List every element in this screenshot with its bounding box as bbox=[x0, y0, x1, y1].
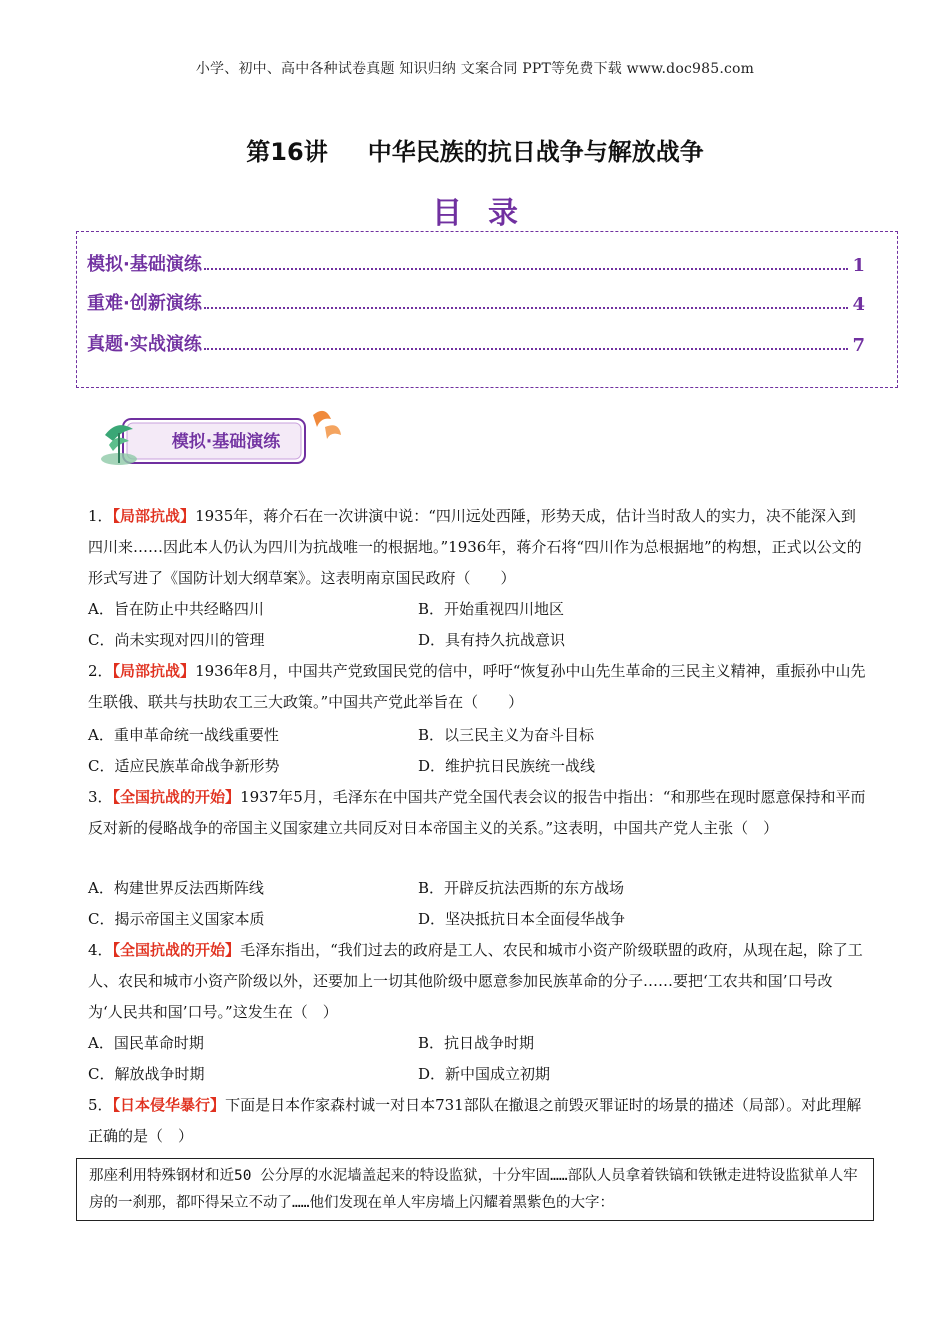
question-3 bbox=[88, 782, 866, 844]
question-tag: 【全国抗战的开始】 bbox=[112, 788, 241, 806]
question-number: 2． bbox=[88, 662, 113, 680]
site-header: 小学、初中、高中各种试卷真题 知识归纳 文案合同 PPT等免费下载 www.doc985.com bbox=[195, 61, 755, 77]
option-b[interactable]: B．以三民主义为奋斗目标 bbox=[418, 726, 595, 744]
option-c[interactable]: C．揭示帝国主义国家本质 bbox=[88, 910, 265, 928]
toc-item[interactable] bbox=[87, 289, 865, 315]
question-number: 1． bbox=[88, 507, 113, 525]
option-b[interactable]: B．开辟反抗法西斯的东方战场 bbox=[418, 879, 625, 897]
option-c[interactable]: C．适应民族革命战争新形势 bbox=[88, 757, 280, 775]
question-tag: 【全国抗战的开始】 bbox=[112, 941, 241, 959]
toc-item-label: 重难·创新演练 bbox=[87, 293, 202, 314]
option-a[interactable]: A．构建世界反法西斯阵线 bbox=[88, 879, 264, 897]
table-of-contents bbox=[76, 231, 898, 388]
question-stem: 毛泽东指出，“我们过去的政府是工人、农民和城市小资产阶级联盟的政府，从现在起，除了工人、农民和城市小资产阶级以外，还要加上一切其他阶级中愿意参加民族革命的分子……要把‘工农共和国’口号改为‘人民共和国’口号。”这发生在（ ） bbox=[88, 941, 863, 1021]
option-d[interactable]: D．坚决抵抗日本全面侵华战争 bbox=[418, 910, 626, 928]
question-tag: 【局部抗战】 bbox=[112, 507, 196, 525]
question-tag: 【局部抗战】 bbox=[112, 662, 196, 680]
question-tag: 【日本侵华暴行】 bbox=[112, 1096, 226, 1114]
option-c[interactable]: C．解放战争时期 bbox=[88, 1065, 205, 1083]
question-number: 3． bbox=[88, 788, 113, 806]
option-b[interactable]: B．开始重视四川地区 bbox=[418, 600, 565, 618]
question-stem: 下面是日本作家森村诚一对日本731部队在撤退之前毁灭罪证时的场景的描述（局部）。对此理解正确的是（ ） bbox=[88, 1096, 862, 1145]
question-1 bbox=[88, 501, 866, 594]
option-d[interactable]: D．维护抗日民族统一战线 bbox=[418, 757, 596, 775]
question-number: 4． bbox=[88, 941, 113, 959]
toc-item-label: 真题·实战演练 bbox=[87, 334, 202, 355]
option-c[interactable]: C．尚未实现对四川的管理 bbox=[88, 631, 265, 649]
toc-heading: 目录 bbox=[432, 196, 544, 231]
toc-leader-dots bbox=[204, 268, 849, 270]
lecture-topic: 中华民族的抗日战争与解放战争 bbox=[367, 138, 704, 166]
question-stem: 1935年，蒋介石在一次讲演中说：“四川远处西陲，形势天成，估计当时敌人的实力，决不能深入到四川来……因此本人仍认为四川为抗战唯一的根据地。”1936年，蒋介石将“四川作为总根据地”的构想，正式以公文的形式写进了《国防计划大纲草案》。这表明南京国民政府（ ） bbox=[88, 507, 862, 587]
toc-item-page: 7 bbox=[852, 335, 865, 356]
question-4 bbox=[88, 935, 866, 1028]
question-stem: 1936年8月，中国共产党致国民党的信中，呼吁“恢复孙中山先生革命的三民主义精神，重振孙中山先生联俄、联共与扶助农工三大政策。”中国共产党此举旨在（ ） bbox=[88, 662, 866, 711]
lecture-number: 第16讲 bbox=[246, 138, 328, 166]
option-d[interactable]: D．新中国成立初期 bbox=[418, 1065, 551, 1083]
toc-item[interactable] bbox=[87, 330, 865, 356]
question-2 bbox=[88, 656, 866, 718]
option-a[interactable]: A．旨在防止中共经略四川 bbox=[88, 600, 264, 618]
toc-item-label: 模拟·基础演练 bbox=[87, 254, 202, 275]
page-title bbox=[0, 132, 950, 167]
question-5 bbox=[88, 1090, 866, 1152]
toc-item-page: 4 bbox=[852, 294, 865, 315]
option-b[interactable]: B．抗日战争时期 bbox=[418, 1034, 535, 1052]
toc-item-page: 1 bbox=[852, 255, 865, 276]
option-d[interactable]: D．具有持久抗战意识 bbox=[418, 631, 566, 649]
toc-item[interactable] bbox=[87, 250, 865, 276]
section-banner-label: 模拟·基础演练 bbox=[171, 432, 281, 452]
source-quote-box: 那座利用特殊钢材和近50 公分厚的水泥墙盖起来的特设监狱，十分牢固……部队人员拿着铁镐和铁锹走进特设监狱单人牢房的一刹那，都吓得呆立不动了……他们发现在单人牢房墙上闪耀着黑紫色的大字： bbox=[76, 1158, 874, 1221]
toc-leader-dots bbox=[204, 348, 849, 350]
option-a[interactable]: A．国民革命时期 bbox=[88, 1034, 204, 1052]
section-banner bbox=[95, 405, 345, 473]
question-stem: 1937年5月，毛泽东在中国共产党全国代表会议的报告中指出：“和那些在现时愿意保持和平而反对新的侵略战争的帝国主义国家建立共同反对日本帝国主义的关系。”这表明，中国共产党人主张（ ） bbox=[88, 788, 866, 837]
option-a[interactable]: A．重申革命统一战线重要性 bbox=[88, 726, 279, 744]
question-number: 5． bbox=[88, 1096, 113, 1114]
toc-leader-dots bbox=[204, 307, 849, 309]
